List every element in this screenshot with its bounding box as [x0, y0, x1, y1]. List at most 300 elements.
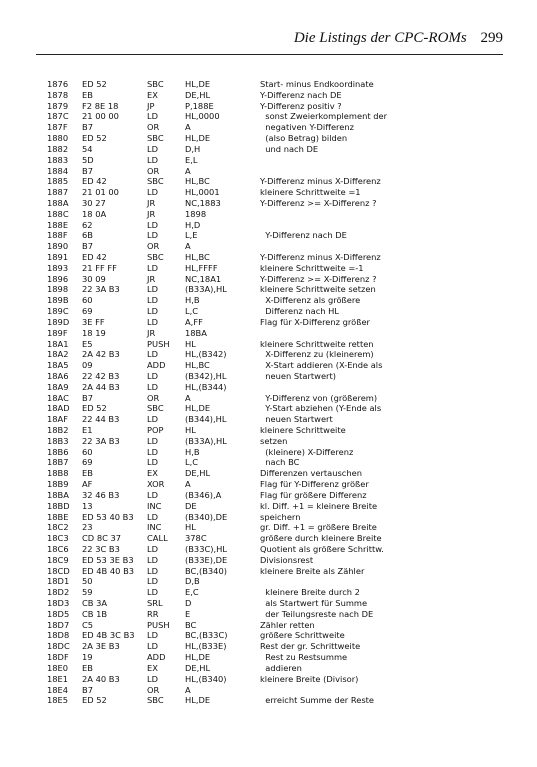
comment-cell: gr. Diff. +1 = größere Breite	[260, 522, 377, 533]
address-cell: 18C3	[47, 533, 69, 544]
address-cell: 1898	[47, 284, 69, 295]
comment-cell: Flag für X-Differenz größer	[260, 316, 370, 327]
operand-cell: HL,(B342)	[185, 349, 227, 360]
opcode-cell: LD	[147, 295, 159, 306]
hex-bytes-cell: 60	[82, 295, 93, 306]
assembly-listing	[0, 79, 537, 706]
operand-cell: L,E	[185, 230, 198, 241]
listing-row	[0, 587, 537, 598]
listing-row	[0, 111, 537, 122]
listing-row	[0, 144, 537, 155]
opcode-cell: OR	[147, 684, 160, 695]
listing-row	[0, 479, 537, 490]
listing-row	[0, 609, 537, 620]
listing-row	[0, 566, 537, 577]
opcode-cell: INC	[147, 500, 162, 511]
opcode-cell: LD	[147, 576, 159, 587]
address-cell: 18E1	[47, 673, 69, 684]
comment-cell: Y-Start abziehen (Y-Ende als	[260, 403, 382, 414]
listing-row	[0, 663, 537, 674]
listing-row	[0, 555, 537, 566]
opcode-cell: LD	[147, 262, 159, 273]
opcode-cell: LD	[147, 219, 159, 230]
opcode-cell: SBC	[147, 403, 164, 414]
hex-bytes-cell: B7	[82, 684, 93, 695]
listing-row	[0, 101, 537, 112]
address-cell: 18D5	[47, 608, 70, 619]
address-cell: 18C6	[47, 543, 69, 554]
opcode-cell: LD	[147, 489, 159, 500]
opcode-cell: JR	[147, 327, 156, 338]
listing-row	[0, 122, 537, 133]
hex-bytes-cell: CB 3A	[82, 598, 108, 608]
opcode-cell: SBC	[147, 133, 164, 144]
address-cell: 189F	[47, 327, 68, 338]
operand-cell: HL,DE	[185, 652, 211, 663]
hex-bytes-cell: CD 8C 37	[82, 533, 122, 544]
opcode-cell: ADD	[147, 360, 166, 371]
listing-row	[0, 403, 537, 414]
hex-bytes-cell: 21 00 00	[82, 111, 119, 122]
hex-bytes-cell: 69	[82, 306, 93, 317]
hex-bytes-cell: CB 1B	[82, 608, 108, 619]
hex-bytes-cell: E5	[82, 338, 93, 349]
running-title: Die Listings der CPC-ROMs	[293, 30, 467, 46]
address-cell: 188A	[47, 197, 69, 208]
comment-cell: Flag für größere Differenz	[260, 489, 367, 500]
address-cell: 18A6	[47, 370, 69, 381]
opcode-cell: PUSH	[147, 619, 170, 630]
comment-cell: kleinere Breite (Divisor)	[260, 673, 359, 684]
listing-row	[0, 620, 537, 631]
listing-row	[0, 349, 537, 360]
address-cell: 189B	[47, 295, 69, 306]
opcode-cell: LD	[147, 230, 159, 241]
operand-cell: HL,(B340)	[185, 673, 227, 684]
hex-bytes-cell: 6B	[82, 230, 93, 241]
hex-bytes-cell: B7	[82, 241, 93, 252]
address-cell: 1891	[47, 252, 69, 262]
comment-cell: Y-Differenz >= X-Differenz ?	[260, 273, 377, 284]
address-cell: 18AC	[47, 392, 69, 403]
operand-cell: L,C	[185, 306, 199, 317]
comment-cell: Flag für Y-Differenz größer	[260, 479, 369, 490]
operand-cell: A,FF	[185, 316, 203, 327]
hex-bytes-cell: 62	[82, 219, 93, 230]
operand-cell: (B33C),HL	[185, 543, 228, 554]
operand-cell: (B346),A	[185, 489, 222, 500]
listing-row	[0, 382, 537, 393]
listing-row	[0, 328, 537, 339]
operand-cell: HL,(B33E)	[185, 641, 227, 652]
hex-bytes-cell: 13	[82, 500, 93, 511]
address-cell: 18A2	[47, 349, 69, 360]
comment-cell: sonst Zweierkomplement der	[260, 111, 388, 122]
operand-cell: H,B	[185, 295, 200, 306]
address-cell: 18CD	[47, 565, 70, 576]
operand-cell: HL,BC	[185, 360, 210, 371]
operand-cell: HL,BC	[185, 252, 210, 262]
listing-row	[0, 501, 537, 512]
operand-cell: HL,DE	[185, 695, 211, 706]
listing-row	[0, 447, 537, 458]
opcode-cell: XOR	[147, 479, 165, 490]
opcode-cell: JR	[147, 273, 156, 284]
comment-cell: X-Differenz zu (kleinerem)	[260, 349, 374, 360]
comment-cell: (kleinere) X-Differenz	[260, 446, 354, 457]
comment-cell: (also Betrag) bilden	[260, 133, 348, 144]
listing-row	[0, 522, 537, 533]
comment-cell: X-Start addieren (X-Ende als	[260, 360, 383, 371]
hex-bytes-cell: ED 42	[82, 176, 107, 187]
operand-cell: (B342),HL	[185, 370, 227, 381]
listing-row	[0, 295, 537, 306]
hex-bytes-cell: 30 09	[82, 273, 106, 284]
opcode-cell: LD	[147, 446, 159, 457]
address-cell: 189C	[47, 306, 69, 317]
operand-cell: HL	[185, 338, 196, 349]
opcode-cell: LD	[147, 154, 159, 165]
operand-cell: HL	[185, 522, 196, 533]
address-cell: 188F	[47, 230, 68, 241]
hex-bytes-cell: 54	[82, 143, 93, 154]
hex-bytes-cell: 2A 44 B3	[82, 381, 120, 392]
comment-cell: Zähler retten	[260, 619, 315, 630]
hex-bytes-cell: 18 19	[82, 327, 106, 338]
address-cell: 189D	[47, 316, 70, 327]
address-cell: 18DC	[47, 641, 70, 652]
opcode-cell: LD	[147, 457, 159, 468]
address-cell: 188E	[47, 219, 69, 230]
listing-row	[0, 576, 537, 587]
opcode-cell: ADD	[147, 652, 166, 663]
hex-bytes-cell: 2A 42 B3	[82, 349, 120, 360]
opcode-cell: LD	[147, 641, 159, 652]
hex-bytes-cell: 22 44 B3	[82, 414, 120, 425]
opcode-cell: INC	[147, 522, 162, 533]
address-cell: 18D7	[47, 619, 70, 630]
opcode-cell: LD	[147, 111, 159, 122]
listing-row	[0, 79, 537, 90]
opcode-cell: LD	[147, 630, 159, 641]
comment-cell: kleinere Breite als Zähler	[260, 565, 365, 576]
listing-row	[0, 284, 537, 295]
listing-row	[0, 436, 537, 447]
operand-cell: L,C	[185, 457, 199, 468]
operand-cell: HL,BC	[185, 176, 210, 187]
opcode-cell: LD	[147, 543, 159, 554]
address-cell: 18E0	[47, 662, 69, 673]
comment-cell: kleinere Schrittweite setzen	[260, 284, 376, 295]
hex-bytes-cell: 5D	[82, 154, 94, 165]
address-cell: 18D8	[47, 630, 70, 641]
hex-bytes-cell: 59	[82, 587, 93, 598]
opcode-cell: OR	[147, 241, 160, 252]
operand-cell: BC,(B340)	[185, 565, 227, 576]
operand-cell: NC,1883	[185, 197, 221, 208]
listing-row	[0, 512, 537, 523]
hex-bytes-cell: EB	[82, 89, 93, 100]
opcode-cell: LD	[147, 284, 159, 295]
comment-cell: X-Differenz als größere	[260, 295, 361, 306]
hex-bytes-cell: AF	[82, 479, 93, 490]
comment-cell: Y-Differenz nach DE	[260, 230, 347, 241]
operand-cell: BC,(B33C)	[185, 630, 228, 641]
opcode-cell: OR	[147, 165, 160, 176]
address-cell: 18D3	[47, 598, 70, 608]
operand-cell: E	[185, 608, 191, 619]
opcode-cell: LD	[147, 511, 159, 522]
operand-cell: H,D	[185, 219, 201, 230]
opcode-cell: SBC	[147, 252, 164, 262]
operand-cell: D	[185, 598, 192, 608]
hex-bytes-cell: 32 46 B3	[82, 489, 120, 500]
comment-cell: Y-Differenz minus X-Differenz	[260, 176, 381, 187]
operand-cell: DE,HL	[185, 89, 211, 100]
listing-row	[0, 306, 537, 317]
comment-cell: Divisionsrest	[260, 554, 314, 565]
comment-cell: kleinere Breite durch 2	[260, 587, 360, 598]
hex-bytes-cell: ED 53 3E B3	[82, 554, 134, 565]
opcode-cell: LD	[147, 306, 159, 317]
listing-row	[0, 652, 537, 663]
listing-row	[0, 544, 537, 555]
listing-row	[0, 371, 537, 382]
comment-cell: Differenz nach HL	[260, 306, 340, 317]
hex-bytes-cell: B7	[82, 392, 93, 403]
hex-bytes-cell: EB	[82, 468, 93, 479]
address-cell: 1893	[47, 262, 69, 273]
hex-bytes-cell: ED 4B 40 B3	[82, 565, 135, 576]
address-cell: 187C	[47, 111, 69, 122]
hex-bytes-cell: 21 01 00	[82, 187, 119, 198]
operand-cell: HL,(B344)	[185, 381, 227, 392]
listing-row	[0, 274, 537, 285]
address-cell: 187F	[47, 122, 68, 133]
address-cell: 1887	[47, 187, 69, 198]
opcode-cell: LD	[147, 187, 159, 198]
comment-cell: kleinere Schrittweite =-1	[260, 262, 364, 273]
listing-row	[0, 187, 537, 198]
operand-cell: 18BA	[185, 327, 207, 338]
listing-row	[0, 393, 537, 404]
listing-row	[0, 252, 537, 263]
opcode-cell: LD	[147, 381, 159, 392]
comment-cell: neuen Startwert	[260, 414, 333, 425]
hex-bytes-cell: ED 4B 3C B3	[82, 630, 135, 641]
listing-row	[0, 490, 537, 501]
comment-cell: Differenzen vertauschen	[260, 468, 362, 479]
operand-cell: P,188E	[185, 100, 214, 111]
hex-bytes-cell: 09	[82, 360, 93, 371]
opcode-cell: SBC	[147, 695, 164, 706]
opcode-cell: SBC	[147, 79, 164, 89]
listing-row	[0, 457, 537, 468]
comment-cell: nach BC	[260, 457, 300, 468]
hex-bytes-cell: ED 52	[82, 133, 107, 144]
listing-row	[0, 674, 537, 685]
address-cell: 18A1	[47, 338, 69, 349]
comment-cell: größere Schrittweite	[260, 630, 345, 641]
opcode-cell: JP	[147, 100, 155, 111]
opcode-cell: EX	[147, 468, 158, 479]
comment-cell: erreicht Summe der Reste	[260, 695, 375, 706]
comment-cell: speichern	[260, 511, 301, 522]
listing-row	[0, 533, 537, 544]
address-cell: 18AF	[47, 414, 69, 425]
operand-cell: A	[185, 122, 191, 133]
address-cell: 18B9	[47, 479, 69, 490]
operand-cell: A	[185, 165, 191, 176]
address-cell: 1879	[47, 100, 69, 111]
hex-bytes-cell: EB	[82, 662, 93, 673]
comment-cell: Quotient als größere Schrittw.	[260, 543, 384, 554]
opcode-cell: LD	[147, 143, 159, 154]
hex-bytes-cell: 22 3C B3	[82, 543, 120, 554]
opcode-cell: JR	[147, 197, 156, 208]
comment-cell: kleinere Schrittweite	[260, 425, 346, 435]
address-cell: 18AD	[47, 403, 70, 414]
operand-cell: A	[185, 241, 191, 252]
listing-row	[0, 695, 537, 706]
operand-cell: (B33A),HL	[185, 284, 227, 295]
comment-cell: neuen Startwert)	[260, 370, 336, 381]
opcode-cell: JR	[147, 208, 156, 219]
operand-cell: DE	[185, 500, 197, 511]
listing-row	[0, 641, 537, 652]
address-cell: 18A5	[47, 360, 69, 371]
address-cell: 1896	[47, 273, 69, 284]
opcode-cell: POP	[147, 425, 164, 435]
operand-cell: 1898	[185, 208, 207, 219]
hex-bytes-cell: 30 27	[82, 197, 106, 208]
opcode-cell: CALL	[147, 533, 168, 544]
hex-bytes-cell: ED 53 40 B3	[82, 511, 134, 522]
operand-cell: DE,HL	[185, 468, 211, 479]
opcode-cell: OR	[147, 392, 160, 403]
address-cell: 1884	[47, 165, 69, 176]
hex-bytes-cell: 3E FF	[82, 316, 105, 327]
operand-cell: HL,0000	[185, 111, 220, 122]
comment-cell: addieren	[260, 662, 302, 673]
operand-cell: HL,FFFF	[185, 262, 218, 273]
operand-cell: (B33A),HL	[185, 435, 227, 446]
listing-row	[0, 133, 537, 144]
opcode-cell: LD	[147, 587, 159, 598]
address-cell: 1882	[47, 143, 69, 154]
hex-bytes-cell: 60	[82, 446, 93, 457]
listing-row	[0, 230, 537, 241]
comment-cell: Y-Differenz >= X-Differenz ?	[260, 197, 377, 208]
hex-bytes-cell: 2A 40 B3	[82, 673, 120, 684]
operand-cell: HL,DE	[185, 133, 211, 144]
listing-row	[0, 176, 537, 187]
operand-cell: BC	[185, 619, 197, 630]
operand-cell: D,B	[185, 576, 200, 587]
operand-cell: 378C	[185, 533, 207, 544]
hex-bytes-cell: 18 0A	[82, 208, 107, 219]
operand-cell: A	[185, 479, 191, 490]
address-cell: 18C9	[47, 554, 69, 565]
listing-row	[0, 425, 537, 436]
opcode-cell: LD	[147, 414, 159, 425]
opcode-cell: OR	[147, 122, 160, 133]
hex-bytes-cell: 22 3A B3	[82, 284, 120, 295]
operand-cell: HL,DE	[185, 79, 211, 89]
opcode-cell: LD	[147, 316, 159, 327]
opcode-cell: LD	[147, 370, 159, 381]
operand-cell: HL	[185, 425, 196, 435]
opcode-cell: SRL	[147, 598, 163, 608]
listing-row	[0, 685, 537, 696]
address-cell: 18E5	[47, 695, 69, 706]
opcode-cell: LD	[147, 565, 159, 576]
hex-bytes-cell: 22 42 B3	[82, 370, 120, 381]
comment-cell: kleinere Schrittweite retten	[260, 338, 374, 349]
comment-cell: als Startwert für Summe	[260, 598, 368, 608]
comment-cell: Y-Differenz nach DE	[260, 89, 342, 100]
address-cell: 1876	[47, 79, 69, 89]
listing-row	[0, 339, 537, 350]
listing-row	[0, 198, 537, 209]
hex-bytes-cell: ED 52	[82, 695, 107, 706]
address-cell: 1883	[47, 154, 69, 165]
page-header	[294, 30, 503, 47]
comment-cell: Y-Differenz positiv ?	[260, 100, 342, 111]
listing-row	[0, 414, 537, 425]
address-cell: 18BA	[47, 489, 69, 500]
header-rule	[36, 54, 503, 55]
operand-cell: HL,0001	[185, 187, 220, 198]
operand-cell: NC,18A1	[185, 273, 222, 284]
opcode-cell: RR	[147, 608, 159, 619]
operand-cell: E,L	[185, 154, 198, 165]
operand-cell: DE,HL	[185, 662, 211, 673]
address-cell: 18BE	[47, 511, 69, 522]
hex-bytes-cell: 23	[82, 522, 93, 533]
address-cell: 18B7	[47, 457, 69, 468]
comment-cell: kleinere Schrittweite =1	[260, 187, 361, 198]
comment-cell: Y-Differenz minus X-Differenz	[260, 252, 381, 262]
address-cell: 1890	[47, 241, 69, 252]
address-cell: 18E4	[47, 684, 69, 695]
address-cell: 1880	[47, 133, 69, 144]
opcode-cell: LD	[147, 554, 159, 565]
listing-row	[0, 263, 537, 274]
operand-cell: (B340),DE	[185, 511, 228, 522]
opcode-cell: LD	[147, 349, 159, 360]
comment-cell: und nach DE	[260, 143, 319, 154]
address-cell: 188C	[47, 208, 69, 219]
address-cell: 18C2	[47, 522, 69, 533]
listing-row	[0, 468, 537, 479]
address-cell: 18D2	[47, 587, 70, 598]
hex-bytes-cell: ED 52	[82, 403, 107, 414]
hex-bytes-cell: B7	[82, 122, 93, 133]
listing-row	[0, 241, 537, 252]
address-cell: 1878	[47, 89, 69, 100]
address-cell: 18D1	[47, 576, 70, 587]
hex-bytes-cell: 2A 3E B3	[82, 641, 120, 652]
operand-cell: A	[185, 684, 191, 695]
listing-row	[0, 209, 537, 220]
hex-bytes-cell: ED 52	[82, 79, 107, 89]
hex-bytes-cell: 19	[82, 652, 93, 663]
operand-cell: E,C	[185, 587, 199, 598]
comment-cell: Rest der gr. Schrittweite	[260, 641, 361, 652]
listing-row	[0, 166, 537, 177]
listing-row	[0, 90, 537, 101]
